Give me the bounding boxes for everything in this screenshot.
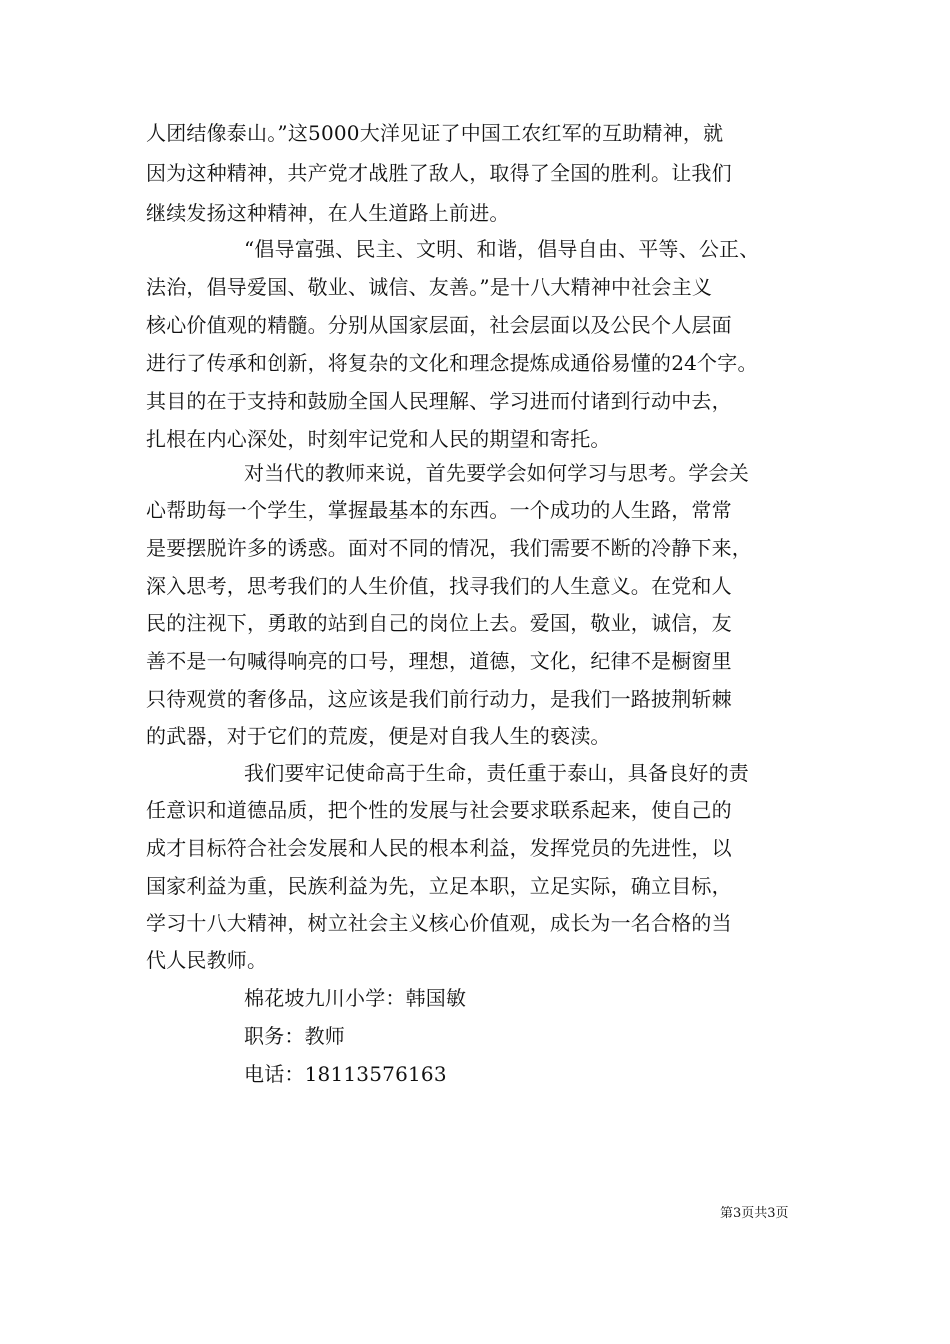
- paragraph-line: 善不是一句喊得响亮的口号，理想，道德，文化，纪律不是橱窗里: [146, 649, 732, 673]
- paragraph-line: 成才目标符合社会发展和人民的根本利益，发挥党员的先进性，以: [146, 836, 732, 860]
- paragraph-line: 其目的在于支持和鼓励全国人民理解、学习进而付诸到行动中去，: [146, 389, 732, 413]
- paragraph-line: 国家利益为重，民族利益为先，立足本职，立足实际，确立目标，: [146, 874, 732, 898]
- paragraph-line: 核心价值观的精髓。分别从国家层面，社会层面以及公民个人层面: [146, 313, 732, 337]
- page-number: 第3页共3页: [720, 1206, 789, 1221]
- paragraph-line: “倡导富强、民主、文明、和谐，倡导自由、平等、公正、: [244, 237, 760, 261]
- signature-school: 棉花坡九川小学：韩国敏: [244, 986, 467, 1010]
- paragraph-line: 心帮助每一个学生，掌握最基本的东西。一个成功的人生路，常常: [146, 498, 732, 522]
- paragraph-line: 民的注视下，勇敢的站到自己的岗位上去。爱国，敬业，诚信，友: [146, 611, 732, 635]
- paragraph-line: 深入思考，思考我们的人生价值，找寻我们的人生意义。在党和人: [146, 574, 732, 598]
- signature-position: 职务：教师: [244, 1024, 345, 1048]
- paragraph-line: 学习十八大精神，树立社会主义核心价值观，成长为一名合格的当: [146, 911, 732, 935]
- paragraph-line: 因为这种精神，共产党才战胜了敌人，取得了全国的胜利。让我们: [146, 161, 732, 185]
- paragraph-line: 的武器，对于它们的荒废，便是对自我人生的亵渎。: [146, 724, 611, 748]
- paragraph-line: 对当代的教师来说，首先要学会如何学习与思考。学会关: [244, 461, 749, 485]
- paragraph-line: 进行了传承和创新，将复杂的文化和理念提炼成通俗易懂的24个字。: [146, 351, 758, 375]
- paragraph-line: 是要摆脱许多的诱惑。面对不同的情况，我们需要不断的冷静下来，: [146, 536, 752, 560]
- paragraph-line: 我们要牢记使命高于生命，责任重于泰山，具备良好的责: [244, 761, 749, 785]
- paragraph-line: 继续发扬这种精神，在人生道路上前进。: [146, 201, 510, 225]
- paragraph-line: 法治，倡导爱国、敬业、诚信、友善。”是十八大精神中社会主义: [146, 275, 713, 299]
- signature-phone: 电话：18113576163: [244, 1062, 447, 1086]
- paragraph-line: 只待观赏的奢侈品，这应该是我们前行动力，是我们一路披荆斩棘: [146, 687, 732, 711]
- paragraph-line: 代人民教师。: [146, 948, 268, 972]
- paragraph-line: 任意识和道德品质，把个性的发展与社会要求联系起来，使自己的: [146, 798, 732, 822]
- paragraph-line: 人团结像泰山。”这5000大洋见证了中国工农红军的互助精神，就: [146, 121, 724, 145]
- paragraph-line: 扎根在内心深处，时刻牢记党和人民的期望和寄托。: [146, 427, 611, 451]
